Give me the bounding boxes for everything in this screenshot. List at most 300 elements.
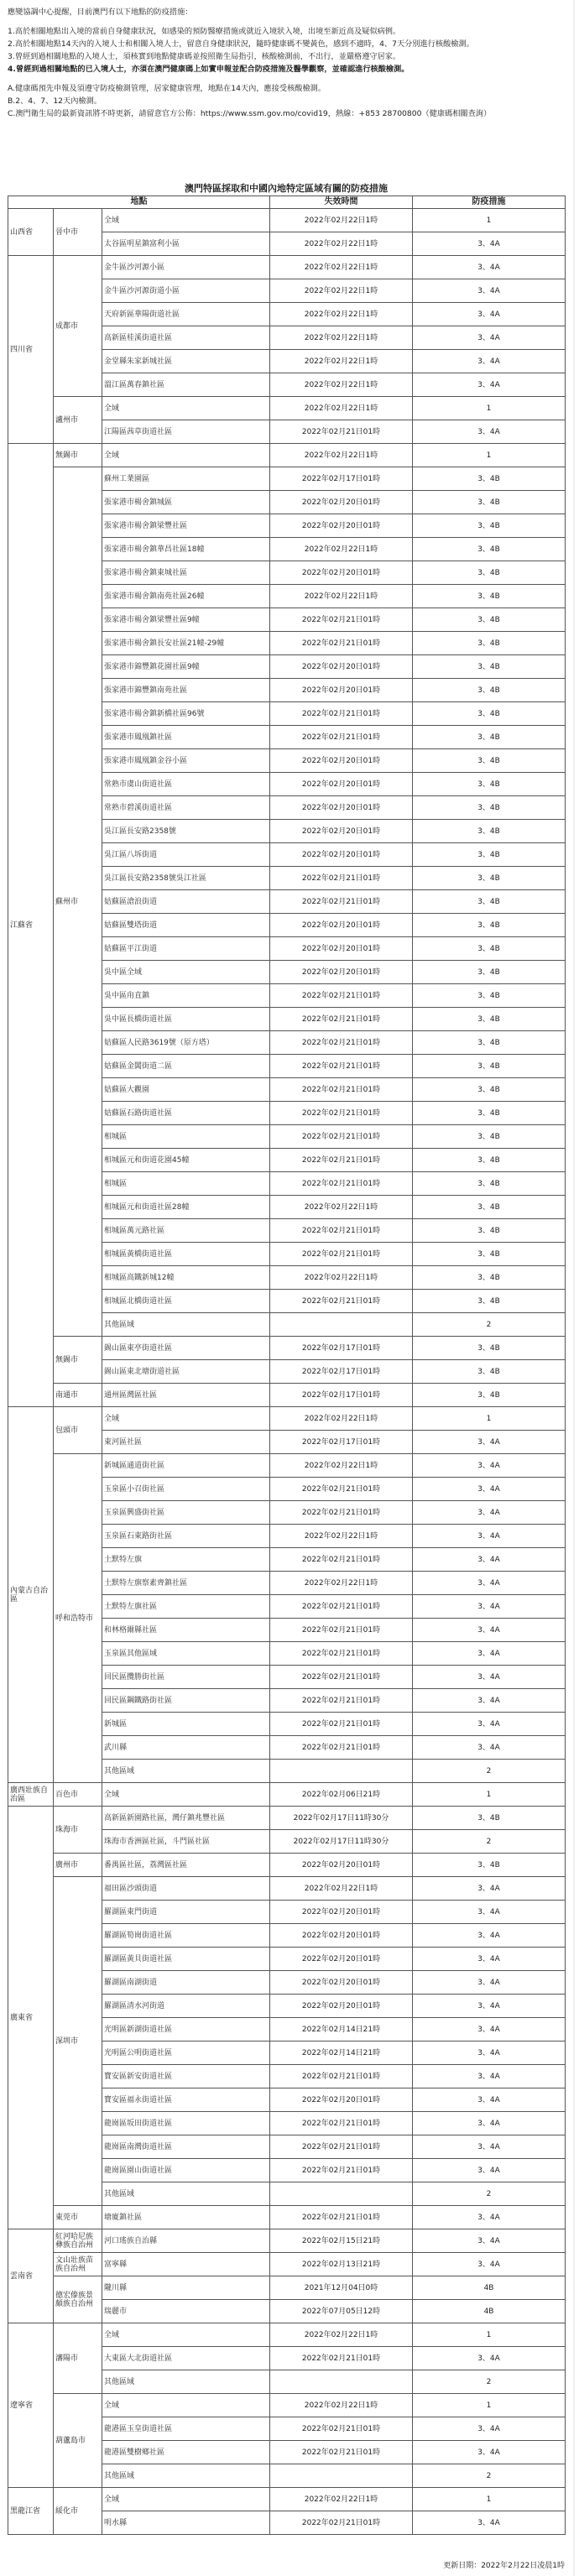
- city-cell: 晉中市: [54, 209, 102, 256]
- expiry-time-cell: 2022年02月21日01時: [270, 1666, 413, 1689]
- city-cell: 紅河哈尼族彝族自治州: [54, 2229, 102, 2253]
- area-cell: 土默特左旗社區: [102, 1595, 270, 1619]
- area-cell: 瑞麗市: [102, 2300, 270, 2323]
- expiry-time-cell: 2022年02月21日01時: [270, 2112, 413, 2135]
- city-cell: 成都市: [54, 256, 102, 397]
- measure-cell: 3、4B: [413, 914, 566, 937]
- area-cell: 相城區: [102, 1125, 270, 1149]
- measure-cell: 3、4A: [413, 279, 566, 303]
- measure-cell: 3、4B: [413, 1008, 566, 1031]
- measure-cell: 3、4B: [413, 561, 566, 585]
- expiry-time-cell: 2022年02月22日1時: [270, 256, 413, 279]
- notice-item: 2.高於相關地點14天內的入境人士和相關入境人士，留意自身健康狀況，隨時健康碼不變黃色，感到不適時，4、7天分別進行核酸檢測。: [8, 39, 474, 49]
- expiry-time-cell: 2022年02月22日1時: [270, 303, 413, 326]
- header-time: 失效時間: [270, 196, 413, 209]
- measure-cell: 1: [413, 397, 566, 420]
- measure-cell: 3、4A: [413, 2229, 566, 2253]
- expiry-time-cell: 2022年02月21日01時: [270, 2511, 413, 2535]
- area-cell: 其他區域: [102, 1313, 270, 1337]
- table-row: [8, 2229, 566, 2253]
- area-cell: 姑蘇區人民路3619號（原方塔）: [102, 1031, 270, 1055]
- area-cell: 姑蘇區石路街道社區: [102, 1102, 270, 1125]
- area-cell: 錫山區東北塘街道社區: [102, 1360, 270, 1384]
- expiry-time-cell: [270, 1760, 413, 1783]
- city-cell: 珠海市: [54, 1807, 102, 1854]
- measure-cell: 3、4B: [413, 1196, 566, 1219]
- expiry-time-cell: 2022年02月21日01時: [270, 1478, 413, 1501]
- province-cell: 山西省: [8, 209, 54, 256]
- measure-cell: 1: [413, 2488, 566, 2511]
- area-cell: 光明區新湖街道社區: [102, 2018, 270, 2042]
- measure-cell: 2: [413, 2182, 566, 2206]
- area-cell: 番禺區社區，荔灣區社區: [102, 1854, 270, 1877]
- measure-cell: 3、4B: [413, 1384, 566, 1407]
- measure-cell: 1: [413, 2394, 566, 2417]
- update-date: 更新日期：2022年2月22日凌晨1時: [443, 2562, 565, 2570]
- area-cell: 吳江區八坼街道: [102, 843, 270, 867]
- measure-cell: 3、4B: [413, 1149, 566, 1172]
- measure-cell: 3、4A: [413, 1454, 566, 1478]
- area-cell: 張家港市楊舍鎮東城社區: [102, 561, 270, 585]
- table-row: [8, 397, 566, 420]
- area-cell: 溫江區萬春鎮社區: [102, 373, 270, 397]
- expiry-time-cell: 2022年02月21日01時: [270, 608, 413, 632]
- notice-item: 3.曾經到過相關地點的入境人士，須核實到地點健康碼並按照衛生局指引，核酸檢測前，不出行，並嚴格遵守居家。: [8, 52, 401, 61]
- expiry-time-cell: 2022年02月21日01時: [270, 1078, 413, 1102]
- expiry-time-cell: 2022年02月17日01時: [270, 1384, 413, 1407]
- province-cell: 廣東省: [8, 1807, 54, 2229]
- notice-intro: 應變協調中心提醒，目前澳門有以下地點的防疫措施：: [8, 8, 193, 17]
- measure-cell: 3、4A: [413, 303, 566, 326]
- measure-cell: 3、4A: [413, 2417, 566, 2441]
- area-cell: 姑蘇區平江街道: [102, 937, 270, 961]
- area-cell: 全域: [102, 397, 270, 420]
- expiry-time-cell: 2022年02月20日01時: [270, 749, 413, 773]
- measure-cell: 3、4B: [413, 890, 566, 914]
- area-cell: 蘇州工業園區: [102, 467, 270, 491]
- expiry-time-cell: 2022年02月21日01時: [270, 702, 413, 726]
- expiry-time-cell: 2022年02月22日1時: [270, 1454, 413, 1478]
- province-cell: 雲南省: [8, 2229, 54, 2323]
- expiry-time-cell: 2022年02月22日1時: [270, 1407, 413, 1431]
- area-cell: 張家港市鳳凰鎮金谷小區: [102, 749, 270, 773]
- area-cell: 全域: [102, 2488, 270, 2511]
- expiry-time-cell: 2022年02月21日01時: [270, 1713, 413, 1736]
- expiry-time-cell: 2021年12月04日0時: [270, 2276, 413, 2300]
- area-cell: 河口瑤族自治縣: [102, 2229, 270, 2253]
- notice-extra: C.澳門衛生局的最新資訊將不時更新，請留意官方公佈：https://www.ssm.gov.mo/covid19，熱線：+853 28700800（健康碼相關查詢）: [8, 109, 492, 118]
- measure-cell: 1: [413, 1783, 566, 1807]
- measure-cell: 3、4A: [413, 1642, 566, 1666]
- measure-cell: 4B: [413, 2300, 566, 2323]
- measure-cell: 3、4A: [413, 350, 566, 373]
- table-row: [8, 1783, 566, 1807]
- measure-cell: 3、4A: [413, 1572, 566, 1595]
- measure-cell: 3、4B: [413, 1243, 566, 1266]
- measure-cell: 3、4A: [413, 1995, 566, 2018]
- area-cell: 光明區公明街道社區: [102, 2042, 270, 2065]
- expiry-time-cell: 2022年02月22日1時: [270, 538, 413, 561]
- header-measure: 防疫措施: [413, 196, 566, 209]
- expiry-time-cell: 2022年02月21日01時: [270, 867, 413, 890]
- expiry-time-cell: 2022年02月17日01時: [270, 467, 413, 491]
- measure-cell: 3、4A: [413, 1619, 566, 1642]
- city-cell: 呼和浩特市: [54, 1454, 102, 1783]
- area-cell: 張家港市楊舍鎮新橋社區96號: [102, 702, 270, 726]
- measure-cell: 3、4B: [413, 1807, 566, 1830]
- area-cell: 張家港市楊舍鎮城區: [102, 491, 270, 514]
- city-cell: 東莞市: [54, 2206, 102, 2229]
- table-row: [8, 1407, 566, 1431]
- area-cell: 高新區新園路社區，灣仔鎮兆豐社區: [102, 1807, 270, 1830]
- area-cell: 羅湖區南湖街道: [102, 1971, 270, 1995]
- area-cell: 張家港市楊舍鎮南苑社區26幢: [102, 585, 270, 608]
- table-title: 澳門特區採取和中國內地特定區域有關的防疫措施: [185, 183, 388, 194]
- area-cell: 江陽區茜草街道社區: [102, 420, 270, 444]
- measure-cell: 3、4A: [413, 1501, 566, 1525]
- expiry-time-cell: 2022年02月21日01時: [270, 1149, 413, 1172]
- measure-cell: 3、4A: [413, 1924, 566, 1948]
- measure-cell: 1: [413, 2323, 566, 2347]
- table-row: [8, 2323, 566, 2347]
- measure-cell: 3、4A: [413, 232, 566, 256]
- city-cell: 南通市: [54, 1384, 102, 1407]
- area-cell: 張家港市楊舍鎮梁豐社區9幢: [102, 608, 270, 632]
- expiry-time-cell: 2022年02月20日01時: [270, 1995, 413, 2018]
- city-cell: 文山壯族苗族自治州: [54, 2253, 102, 2276]
- measure-cell: 3、4B: [413, 843, 566, 867]
- area-cell: 張家港市楊舍鎮華昌社區18幢: [102, 538, 270, 561]
- area-cell: 龍崗區坂田街道社區: [102, 2112, 270, 2135]
- area-cell: 全域: [102, 1407, 270, 1431]
- area-cell: 其他區域: [102, 1760, 270, 1783]
- expiry-time-cell: 2022年02月20日01時: [270, 843, 413, 867]
- expiry-time-cell: 2022年02月21日01時: [270, 1125, 413, 1149]
- area-cell: 金牛區沙河源街道小區: [102, 279, 270, 303]
- expiry-time-cell: 2022年02月21日01時: [270, 2441, 413, 2464]
- header-area: 地點: [8, 196, 270, 209]
- measure-cell: 3、4A: [413, 1971, 566, 1995]
- measure-cell: 3、4B: [413, 726, 566, 749]
- measure-cell: 3、4B: [413, 467, 566, 491]
- area-cell: 錫山區東亭街道社區: [102, 1337, 270, 1360]
- measure-cell: 3、4A: [413, 1595, 566, 1619]
- table-row: [8, 2488, 566, 2511]
- area-cell: 姑蘇區滄浪街道: [102, 890, 270, 914]
- area-cell: 福田區沙頭街道: [102, 1877, 270, 1901]
- area-cell: 玉泉區興盛街社區: [102, 1501, 270, 1525]
- notice-extra: A.健康碼預先申報及須遵守防疫檢測管理，居家健康管理，地點在14天內，應接受核酸檢測。: [8, 84, 326, 93]
- measure-cell: 3、4B: [413, 1337, 566, 1360]
- measure-cell: 1: [413, 1407, 566, 1431]
- expiry-time-cell: 2022年02月20日01時: [270, 773, 413, 796]
- city-cell: 無錫市: [54, 444, 102, 467]
- measure-cell: 2: [413, 2370, 566, 2394]
- measure-cell: 3、4B: [413, 984, 566, 1008]
- expiry-time-cell: 2022年02月22日1時: [270, 1572, 413, 1595]
- measure-cell: 3、4B: [413, 1078, 566, 1102]
- measure-cell: 3、4A: [413, 1478, 566, 1501]
- area-cell: 塘廈鎮社區: [102, 2206, 270, 2229]
- expiry-time-cell: 2022年02月17日11時30分: [270, 1830, 413, 1854]
- expiry-time-cell: 2022年02月21日01時: [270, 2065, 413, 2088]
- expiry-time-cell: 2022年02月20日01時: [270, 679, 413, 702]
- measure-cell: 3、4A: [413, 2065, 566, 2088]
- table-body: [8, 209, 566, 2535]
- area-cell: 相城區高鐵新城12幢: [102, 1266, 270, 1290]
- expiry-time-cell: 2022年02月21日01時: [270, 890, 413, 914]
- measure-cell: 3、4A: [413, 2112, 566, 2135]
- measure-cell: 3、4B: [413, 820, 566, 843]
- expiry-time-cell: 2022年02月20日01時: [270, 1924, 413, 1948]
- expiry-time-cell: [270, 2182, 413, 2206]
- area-cell: 相城區元和街道花園45幢: [102, 1149, 270, 1172]
- area-cell: 和林格爾縣社區: [102, 1619, 270, 1642]
- area-cell: 珠海市香洲區社區，斗門區社區: [102, 1830, 270, 1854]
- measure-cell: 3、4A: [413, 2347, 566, 2370]
- area-cell: 吳中區甪直鎮: [102, 984, 270, 1008]
- expiry-time-cell: 2022年02月17日01時: [270, 1431, 413, 1454]
- area-cell: 玉泉區石東路街社區: [102, 1525, 270, 1548]
- expiry-time-cell: 2022年02月21日01時: [270, 1501, 413, 1525]
- measure-cell: 1: [413, 209, 566, 232]
- measure-cell: 3、4B: [413, 796, 566, 820]
- area-cell: 吳中區長橋街道社區: [102, 1008, 270, 1031]
- city-cell: 綏化市: [54, 2488, 102, 2535]
- expiry-time-cell: 2022年02月20日01時: [270, 820, 413, 843]
- province-cell: 四川省: [8, 256, 54, 444]
- city-cell: 瀋陽市: [54, 2323, 102, 2394]
- expiry-time-cell: 2022年02月21日01時: [270, 1102, 413, 1125]
- measure-cell: 3、4A: [413, 2511, 566, 2535]
- expiry-time-cell: 2022年02月20日01時: [270, 961, 413, 984]
- expiry-time-cell: 2022年02月06日21時: [270, 1783, 413, 1807]
- area-cell: 金堂縣朱家新城社區: [102, 350, 270, 373]
- area-cell: 富寧縣: [102, 2253, 270, 2276]
- expiry-time-cell: 2022年02月21日01時: [270, 1031, 413, 1055]
- expiry-time-cell: 2022年02月22日1時: [270, 585, 413, 608]
- area-cell: 常熟市碧溪街道社區: [102, 796, 270, 820]
- city-cell: 德宏傣族景頗族自治州: [54, 2276, 102, 2323]
- measure-cell: 1: [413, 444, 566, 467]
- city-cell: 廣州市: [54, 1854, 102, 1877]
- measure-cell: 2: [413, 2464, 566, 2488]
- measure-cell: 3、4B: [413, 585, 566, 608]
- area-cell: 隴川縣: [102, 2276, 270, 2300]
- area-cell: 吳江區長安路2358號吳江社區: [102, 867, 270, 890]
- area-cell: 張家港市錦豐鎮花園社區9幢: [102, 655, 270, 679]
- table-row: [8, 2253, 566, 2276]
- measure-cell: 3、4A: [413, 1901, 566, 1924]
- measure-cell: 3、4A: [413, 1948, 566, 1971]
- expiry-time-cell: 2022年02月20日01時: [270, 2088, 413, 2112]
- measure-cell: 3、4B: [413, 1102, 566, 1125]
- area-cell: 羅湖區筍崗街道社區: [102, 1924, 270, 1948]
- measure-cell: 3、4B: [413, 1172, 566, 1196]
- expiry-time-cell: 2022年02月21日01時: [270, 2347, 413, 2370]
- notice-block: [8, 7, 570, 121]
- table-row: [8, 209, 566, 232]
- city-cell: 無錫市: [54, 1337, 102, 1384]
- area-cell: 明水縣: [102, 2511, 270, 2535]
- expiry-time-cell: 2022年02月22日1時: [270, 2394, 413, 2417]
- area-cell: 武川縣: [102, 1736, 270, 1760]
- measure-cell: 3、4A: [413, 420, 566, 444]
- expiry-time-cell: 2022年02月21日01時: [270, 1243, 413, 1266]
- area-cell: 全域: [102, 2394, 270, 2417]
- area-cell: 通州區灣區社區: [102, 1384, 270, 1407]
- expiry-time-cell: 2022年02月17日11時30分: [270, 1807, 413, 1830]
- measure-cell: 3、4A: [413, 2018, 566, 2042]
- city-cell: 葫蘆島市: [54, 2394, 102, 2488]
- area-cell: 龍崗區南灣街道社區: [102, 2135, 270, 2159]
- table-row: [8, 2206, 566, 2229]
- notice-item: 1.高於相關地點出入境的當前自身健康狀況，如感染的預防醫療措施或就近入境狀入境，出境至新近高及疑似病例。: [8, 27, 401, 36]
- area-cell: 羅湖區東門街道: [102, 1901, 270, 1924]
- measure-cell: 3、4A: [413, 326, 566, 350]
- measure-cell: 4B: [413, 2276, 566, 2300]
- area-cell: 全域: [102, 209, 270, 232]
- area-cell: 姑蘇區金閶街道二區: [102, 1055, 270, 1078]
- expiry-time-cell: 2022年02月22日1時: [270, 232, 413, 256]
- expiry-time-cell: 2022年02月21日01時: [270, 1595, 413, 1619]
- expiry-time-cell: [270, 1313, 413, 1337]
- measure-cell: 3、4B: [413, 773, 566, 796]
- expiry-time-cell: 2022年02月20日01時: [270, 914, 413, 937]
- area-cell: 姑蘇區雙塔街道: [102, 914, 270, 937]
- measure-cell: 3、4B: [413, 702, 566, 726]
- measure-cell: 3、4A: [413, 2253, 566, 2276]
- notice-extra: B.2、4、7、12天內檢測。: [8, 96, 102, 106]
- area-cell: 張家港市楊舍鎮長安社區21幢-29幢: [102, 632, 270, 655]
- expiry-time-cell: [270, 2370, 413, 2394]
- measure-cell: 3、4B: [413, 1031, 566, 1055]
- expiry-time-cell: 2022年02月21日01時: [270, 1219, 413, 1243]
- measure-cell: 3、4A: [413, 2441, 566, 2464]
- expiry-time-cell: 2022年02月21日01時: [270, 1689, 413, 1713]
- expiry-time-cell: 2022年02月21日01時: [270, 2135, 413, 2159]
- measure-cell: 3、4B: [413, 1290, 566, 1313]
- expiry-time-cell: 2022年02月20日01時: [270, 1971, 413, 1995]
- city-cell: 包頭市: [54, 1407, 102, 1454]
- area-cell: 回民區鋼鐵路街社區: [102, 1689, 270, 1713]
- area-cell: 龍港區玉皇街道社區: [102, 2417, 270, 2441]
- area-cell: 寶安區福永街道社區: [102, 2088, 270, 2112]
- measure-cell: 3、4A: [413, 1689, 566, 1713]
- table-row: [8, 1877, 566, 1901]
- area-cell: 張家港市楊舍鎮梁豐社區: [102, 514, 270, 538]
- expiry-time-cell: 2022年02月22日1時: [270, 209, 413, 232]
- area-cell: 其他區域: [102, 2464, 270, 2488]
- city-cell: 深圳市: [54, 1877, 102, 2206]
- expiry-time-cell: 2022年02月22日1時: [270, 1525, 413, 1548]
- measure-cell: 3、4A: [413, 256, 566, 279]
- expiry-time-cell: 2022年02月20日01時: [270, 796, 413, 820]
- area-cell: 東河區社區: [102, 1431, 270, 1454]
- measure-cell: 3、4A: [413, 1666, 566, 1689]
- expiry-time-cell: 2022年02月22日1時: [270, 444, 413, 467]
- expiry-time-cell: 2022年02月21日01時: [270, 1548, 413, 1572]
- expiry-time-cell: 2022年02月21日01時: [270, 2206, 413, 2229]
- expiry-time-cell: 2022年02月20日01時: [270, 1901, 413, 1924]
- area-cell: 相城區萬元路社區: [102, 1219, 270, 1243]
- measure-cell: 3、4A: [413, 1431, 566, 1454]
- measure-cell: 3、4A: [413, 1548, 566, 1572]
- expiry-time-cell: 2022年07月05日12時: [270, 2300, 413, 2323]
- expiry-time-cell: 2022年02月21日01時: [270, 984, 413, 1008]
- area-cell: 寶安區新安街道社區: [102, 2065, 270, 2088]
- expiry-time-cell: 2022年02月20日01時: [270, 937, 413, 961]
- area-cell: 回民區攬勝街社區: [102, 1666, 270, 1689]
- area-cell: 吳中區全域: [102, 961, 270, 984]
- measure-cell: 3、4A: [413, 2159, 566, 2182]
- expiry-time-cell: 2022年02月22日1時: [270, 2323, 413, 2347]
- measure-cell: 3、4B: [413, 491, 566, 514]
- area-cell: 常熟市虞山街道社區: [102, 773, 270, 796]
- province-cell: 遼寧省: [8, 2323, 54, 2488]
- expiry-time-cell: 2022年02月20日01時: [270, 514, 413, 538]
- measure-cell: 3、4B: [413, 608, 566, 632]
- expiry-time-cell: 2022年02月21日01時: [270, 1736, 413, 1760]
- area-cell: 全域: [102, 444, 270, 467]
- area-cell: 張家港市鳳凰鎮社區: [102, 726, 270, 749]
- expiry-time-cell: 2022年02月20日01時: [270, 491, 413, 514]
- measure-cell: 3、4B: [413, 1219, 566, 1243]
- measure-cell: 3、4A: [413, 1713, 566, 1736]
- area-cell: 張家港市錦豐鎮南苑社區: [102, 679, 270, 702]
- area-cell: 天府新區華陽街道社區: [102, 303, 270, 326]
- expiry-time-cell: 2022年02月17日01時: [270, 1337, 413, 1360]
- expiry-time-cell: 2022年02月22日1時: [270, 350, 413, 373]
- expiry-time-cell: 2022年02月22日1時: [270, 1196, 413, 1219]
- measure-cell: 3、4B: [413, 1854, 566, 1877]
- measure-cell: 3、4B: [413, 655, 566, 679]
- area-cell: 羅湖區黃貝街道社區: [102, 1948, 270, 1971]
- expiry-time-cell: 2022年02月14日21時: [270, 2042, 413, 2065]
- table-row: [8, 467, 566, 491]
- expiry-time-cell: 2022年02月21日01時: [270, 1619, 413, 1642]
- expiry-time-cell: 2022年02月21日01時: [270, 2417, 413, 2441]
- expiry-time-cell: 2022年02月15日21時: [270, 2229, 413, 2253]
- measure-cell: 3、4B: [413, 514, 566, 538]
- area-cell: 羅湖區清水河街道: [102, 1995, 270, 2018]
- measure-cell: 3、4B: [413, 1266, 566, 1290]
- table-row: [8, 1454, 566, 1478]
- measure-cell: 3、4B: [413, 867, 566, 890]
- expiry-time-cell: 2022年02月20日01時: [270, 1948, 413, 1971]
- expiry-time-cell: 2022年02月21日01時: [270, 2159, 413, 2182]
- expiry-time-cell: 2022年02月21日01時: [270, 1290, 413, 1313]
- area-cell: 玉泉區小召街社區: [102, 1478, 270, 1501]
- area-cell: 龍港區雙樹鄉社區: [102, 2441, 270, 2464]
- table-row: [8, 444, 566, 467]
- measure-cell: 3、4B: [413, 961, 566, 984]
- area-cell: 大東區大北街道社區: [102, 2347, 270, 2370]
- area-cell: 玉泉區其他區域: [102, 1642, 270, 1666]
- measure-cell: 3、4A: [413, 1525, 566, 1548]
- expiry-time-cell: 2022年02月20日01時: [270, 1854, 413, 1877]
- area-cell: 土默特左旗察素齊鎮社區: [102, 1572, 270, 1595]
- measures-table: [8, 196, 566, 2535]
- area-cell: 全域: [102, 2323, 270, 2347]
- expiry-time-cell: 2022年02月22日1時: [270, 2488, 413, 2511]
- notice-item: 4.曾經到過相關地點的已入境人士，亦須在澳門健康碼上如實申報並配合防疫措施及醫學觀察，並確認進行核酸檢測。: [8, 65, 409, 74]
- area-cell: 其他區域: [102, 2370, 270, 2394]
- expiry-time-cell: 2022年02月21日01時: [270, 1172, 413, 1196]
- measure-cell: 3、4B: [413, 632, 566, 655]
- measure-cell: 3、4A: [413, 1877, 566, 1901]
- expiry-time-cell: 2022年02月20日01時: [270, 561, 413, 585]
